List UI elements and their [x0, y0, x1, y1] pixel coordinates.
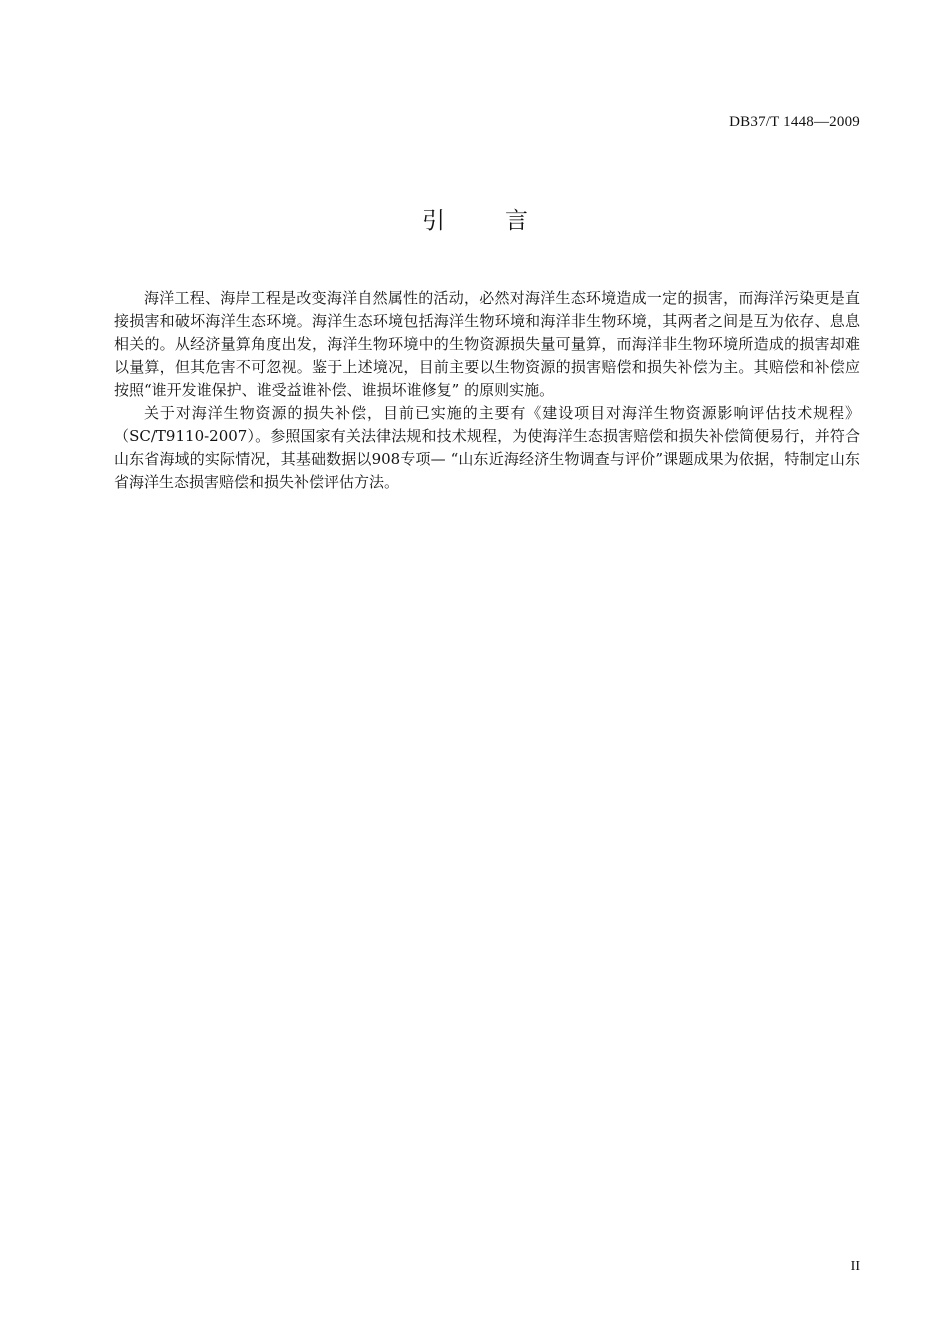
- standard-code: DB37/T 1448—2009: [729, 114, 860, 130]
- body-text: [114, 287, 860, 494]
- paragraph-2: 关于对海洋生物资源的损失补偿，目前已实施的主要有《建设项目对海洋生物资源影响评估技术规程》（SC/T9110-2007）。参照国家有关法律法规和技术规程，为使海洋生态损害赔偿和损失补偿简便易行，并符合山东省海域的实际情况，其基础数据以908专项— “山东近海经济生物调查与评价”课题成果为依据，特制定山东省海洋生态损害赔偿和损失补偿评估方法。: [114, 404, 860, 491]
- page-number: II: [850, 1259, 860, 1274]
- paragraph-1: 海洋工程、海岸工程是改变海洋自然属性的活动，必然对海洋生态环境造成一定的损害，而海洋污染更是直接损害和破坏海洋生态环境。海洋生态环境包括海洋生物环境和海洋非生物环境，其两者之间是互为依存、息息相关的。从经济量算角度出发，海洋生物环境中的生物资源损失量可量算，而海洋非生物环境所造成的损害却难以量算，但其危害不可忽视。鉴于上述境况，目前主要以生物资源的损害赔偿和损失补偿为主。其赔偿和补偿应按照“谁开发谁保护、谁受益谁补偿、谁损坏谁修复” 的原则实施。: [114, 289, 860, 399]
- page-title: 引言: [422, 208, 588, 234]
